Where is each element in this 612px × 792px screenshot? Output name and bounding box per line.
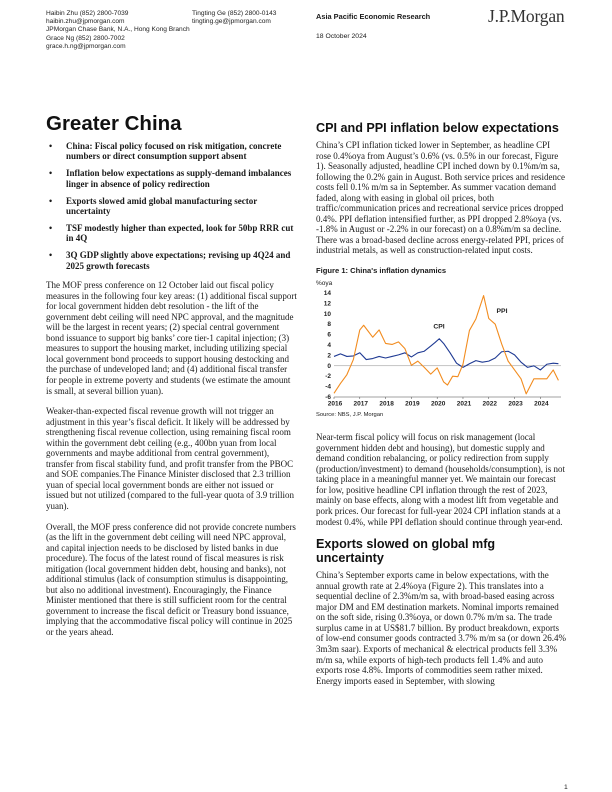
y-tick-label: -4 (325, 383, 331, 391)
series-line-cpi (334, 339, 558, 370)
series-line-ppi (334, 296, 558, 394)
right-column (316, 121, 566, 696)
contact-name-phone: Tingting Ge (852) 2800-0143 (192, 10, 277, 17)
report-header (316, 12, 430, 40)
contact-email: haibin.zhu@jpmorgan.com (46, 18, 125, 26)
y-tick-label: 4 (327, 342, 331, 350)
contact-name-phone: Grace Ng (852) 2800-7002 (46, 35, 125, 42)
body-paragraph: China’s September exports came in below expectations, with the annual growth rate at 2.4%oya (Figure 2). This translates into a sequential decline of 2.3%m/m sa, with broad-based easing across major DM and EM destination markets. Nominal imports remained on the soft side, rising 0.3%oya, or down 0.7% m/m sa. The trade surplus came in at US$81.7 billion. By product breakdown, exports of low-end consumer goods contracted 3.7% m/m sa (or down 26.4% 3m3m saar). Exports of mechanical & electrical products fell 3.3% m/m sa, while exports of high-tech products fell 1.4% and auto exports rose 4.8%. Imports of commodities seem rather mixed. Energy imports eased in September, with slowing (316, 570, 566, 686)
body-paragraph: Near-term fiscal policy will focus on risk management (local government hidden debt and housing), but domestic supply and demand condition rebalancing, or policy redirection from supply (production/investment) to demand (households/consumption), is not taking place in a meaningful manner yet. We maintain our forecast for low, positive headline CPI inflation through the rest of 2023, mainly on base effects, along with a modest lift from vegetable and pork prices. Our forecast for full-year 2024 CPI inflation stands at a modest 0.4%, while PPI deflation should continue through year-end. (316, 432, 565, 527)
x-tick-label: 2023 (508, 400, 523, 408)
y-tick-label: -2 (325, 373, 331, 381)
contact-email: grace.h.ng@jpmorgan.com (46, 43, 126, 51)
left-column (46, 141, 298, 648)
body-paragraph: Overall, the MOF press conference did not provide concrete numbers (as the lift in the government debt ceiling will need NPC approval, and capital injection needs to be disclosed by listed banks in due procedure). The focus of the latest round of fiscal measures is risk mitigation (local government hidden debt, housing and banks), not additional stimulus (lack of consumption stimulus is disappointing, but also no additional investment). Encouragingly, the Finance Minister mentioned that there is still sufficient room for the central government to increase the fiscal deficit or Treasury bond issuance, implying that the accommodative fiscal policy will continue in 2025 or the years ahead. (46, 521, 296, 638)
key-point: • 3Q GDP slightly above expectations; revising up 4Q24 and 2025 growth forecasts (46, 250, 298, 271)
x-tick-label: 2021 (456, 400, 472, 408)
x-tick-label: 2017 (353, 400, 369, 408)
page-title: Greater China (46, 112, 182, 135)
x-tick-label: 2019 (405, 400, 420, 408)
y-tick-label: 2 (327, 352, 331, 360)
jpmorgan-logo: J.P.Morgan (488, 6, 565, 26)
body-paragraph: The MOF press conference on 12 October laid out fiscal policy measures in the following four key areas: (1) additional fiscal support for local government hidden debt resolution - the lift of the government debt ceiling will need NPC approval, and the magnitude will be the largest in recent years; (2) special central government bond issuance to support big banks’ core tier-1 capital injection; (3) measures to support the housing market, including utilizing special local government bond proceeds to support housing destocking and the purchase of undeveloped land; and (4) additional fiscal transfer for people in extreme poverty and students (we estimate the amount is small, at several billion yuan). (46, 280, 297, 396)
y-tick-label: 6 (327, 331, 331, 339)
inflation-line-chart (316, 289, 566, 407)
contact-haibin-zhu (46, 10, 206, 35)
x-tick-label: 2022 (482, 400, 498, 408)
contact-email: tingting.ge@jpmorgan.com (192, 18, 271, 26)
y-tick-label: 12 (323, 300, 331, 308)
x-tick-label: 2016 (327, 400, 343, 408)
y-tick-label: 8 (327, 321, 331, 329)
x-tick-label: 2018 (379, 400, 394, 408)
body-paragraph: China’s CPI inflation ticked lower in September, as headline CPI rose 0.4%oya from August’s 0.6% (vs. 0.5% in our forecast, Figure 1). Seasonally adjusted, headline CPI inched down by 0.1%m/m sa, following the 0.2% gain in August. Both service prices and residence costs fell 0.1% m/m sa in September. As summer vacation demand faded, along with easing in global oil prices, both traffic/communication prices and recreational service prices dropped 0.4%. PPI deflation intensified further, as PPI dropped 2.8%oya (vs. -1.8% in August or -2.2% in our forecast) on a 0.8%m/m sa decline. There was a broad-based decline across energy-related PPI, prices of industrial metals, as well as construction-related input costs. (316, 140, 565, 256)
x-tick-label: 2020 (430, 400, 446, 408)
y-tick-label: 14 (323, 290, 331, 298)
publication-date: 18 October 2024 (316, 33, 367, 40)
series-label-cpi: CPI (433, 323, 445, 331)
contact-affiliation: JPMorgan Chase Bank, N.A., Hong Kong Branch (46, 26, 190, 34)
contact-name-phone: Haibin Zhu (852) 2800-7039 (46, 10, 129, 17)
key-point: • China: Fiscal policy focused on risk mitigation, concrete numbers or direct consumption support absent (46, 141, 298, 162)
contact-tingting-ge (192, 10, 312, 26)
body-paragraph: Weaker-than-expected fiscal revenue growth will not trigger an adjustment in this year’s fiscal deficit. It likely will be addressed by strengthening fiscal revenue collection, using remaining fiscal room within the government debt ceiling (e.g., 400bn yuan from local governments and maybe additional from central government), transfer from fiscal stability fund, and profit transfer from the PBOC and SOE companies.The Finance Minister disclosed that 2.3 trillion yuan of special local government bonds are either not issued or issued but not utilized (compared to the full-year quota of 3.9 trillion yuan). (46, 406, 294, 511)
series-name: Asia Pacific Economic Research (316, 12, 431, 21)
key-points-list (46, 141, 298, 271)
key-point: • TSF modestly higher than expected, look for 50bp RRR cut in 4Q (46, 223, 298, 244)
section-heading-inflation: CPI and PPI inflation below expectations (316, 121, 559, 135)
series-label-ppi: PPI (496, 307, 508, 315)
y-tick-label: 0 (327, 362, 331, 370)
key-point: • Exports slowed amid global manufacturing sector uncertainty (46, 196, 298, 217)
x-tick-label: 2024 (534, 400, 549, 408)
figure-title: Figure 1: China's inflation dynamics (316, 266, 447, 276)
page-number: 1 (564, 784, 568, 791)
y-tick-label: -6 (325, 394, 331, 402)
figure-1 (316, 266, 566, 420)
section-heading-exports: Exports slowed on global mfg uncertainty (316, 537, 496, 566)
figure-source: Source: NBS, J.P. Morgan (316, 411, 384, 418)
key-point: • Inflation below expectations as supply-demand imbalances linger in absence of policy redirection (46, 168, 298, 189)
figure-unit-label: %oya (316, 279, 333, 287)
contact-grace-ng (46, 35, 206, 51)
y-tick-label: 10 (323, 310, 331, 318)
